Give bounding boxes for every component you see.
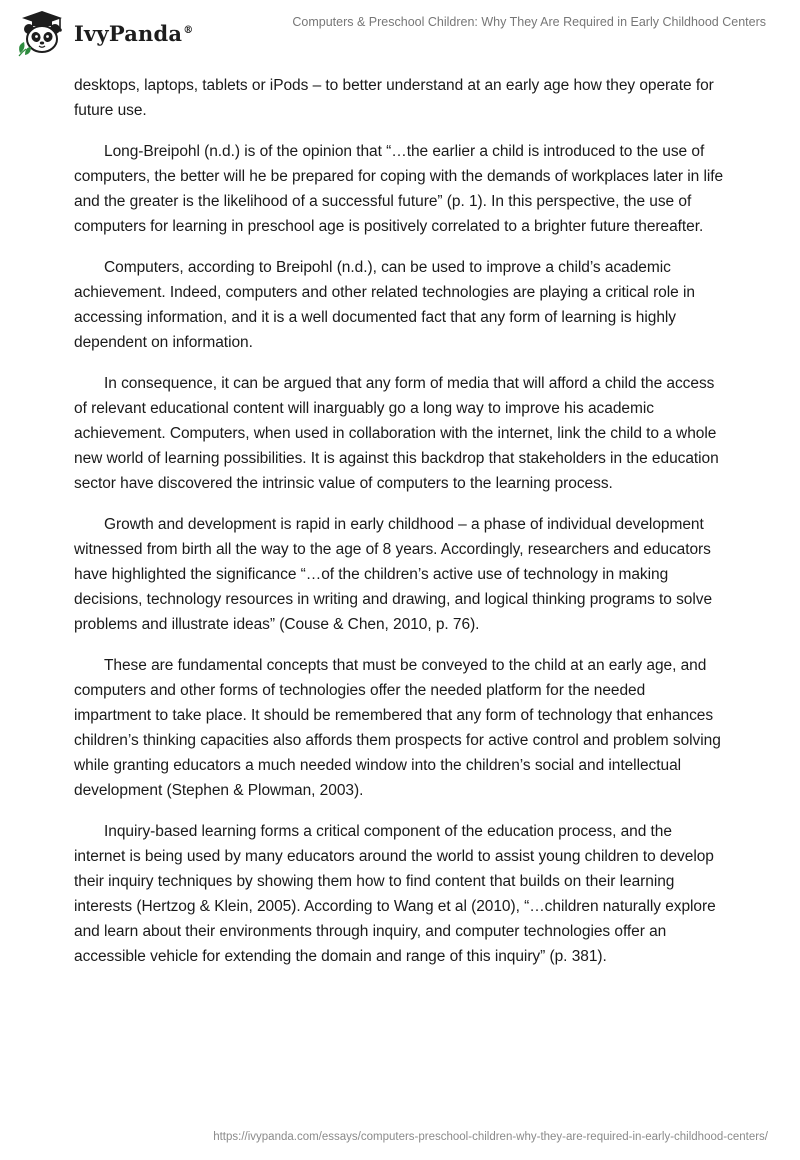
document-title: Computers & Preschool Children: Why They Are Required in Early Childhood Centers <box>292 15 766 29</box>
paragraph: Inquiry-based learning forms a critical component of the education process, and the internet is being used by many educators around the world to assist young children to develop their inquiry techniques by showing them how to find content that builds on their learning interests (Hertzog & Klein, 2005). According to Wang et al (2010), “…children naturally explore and learn about their environments through inquiry, and computer technologies offer an accessible vehicle for extending the domain and range of this inquiry” (p. 381). <box>74 823 716 965</box>
panda-graduate-icon <box>16 9 68 57</box>
paragraph: Long-Breipohl (n.d.) is of the opinion that “…the earlier a child is introduced to the use of computers, the better will he be prepared for coping with the demands of workplaces later in life and the greater is the likelihood of a successful future” (p. 1). In this perspective, the use of computers for learning in preschool age is positively correlated to a brighter future thereafter. <box>74 143 724 235</box>
essay-body <box>74 73 726 985</box>
paragraph: Computers, according to Breipohl (n.d.), can be used to improve a child’s academic achievement. Indeed, computers and other related technologies are playing a critical role in accessing information, and it is a well documented fact that any form of learning is highly dependent on information. <box>74 259 695 351</box>
logo-wordmark: IvyPanda® <box>74 20 194 46</box>
paragraph: In consequence, it can be argued that any form of media that will afford a child the access of relevant educational content will inarguably go a long way to improve his academic achievement. Computers, when used in collaboration with the internet, link the child to a whole new world of learning possibilities. It is against this backdrop that stakeholders in the education sector have discovered the intrinsic value of computers to the learning process. <box>74 375 719 492</box>
paragraph: These are fundamental concepts that must be conveyed to the child at an early age, and computers and other forms of technologies offer the needed platform for the needed impartment to take place. It should be remembered that any form of technology that enhances children’s thinking capacities also affords them prospects for active control and problem solving while granting educators a much needed window into the children’s social and intellectual development (Stephen & Plowman, 2003). <box>74 657 721 799</box>
ivypanda-logo[interactable] <box>16 8 193 58</box>
source-url[interactable]: https://ivypanda.com/essays/computers-preschool-children-why-they-are-required-in-early-childhood-centers/ <box>213 1131 768 1143</box>
paragraph-continued: desktops, laptops, tablets or iPods – to better understand at an early age how they operate for future use. <box>74 77 714 119</box>
paragraph: Growth and development is rapid in early childhood – a phase of individual development witnessed from birth all the way to the age of 8 years. Accordingly, researchers and educators have highlighted the significance “…of the children’s active use of technology in making decisions, technology resources in writing and drawing, and logical thinking programs to solve problems and illustrate ideas” (Couse & Chen, 2010, p. 76). <box>74 516 713 633</box>
page-header <box>0 0 800 66</box>
